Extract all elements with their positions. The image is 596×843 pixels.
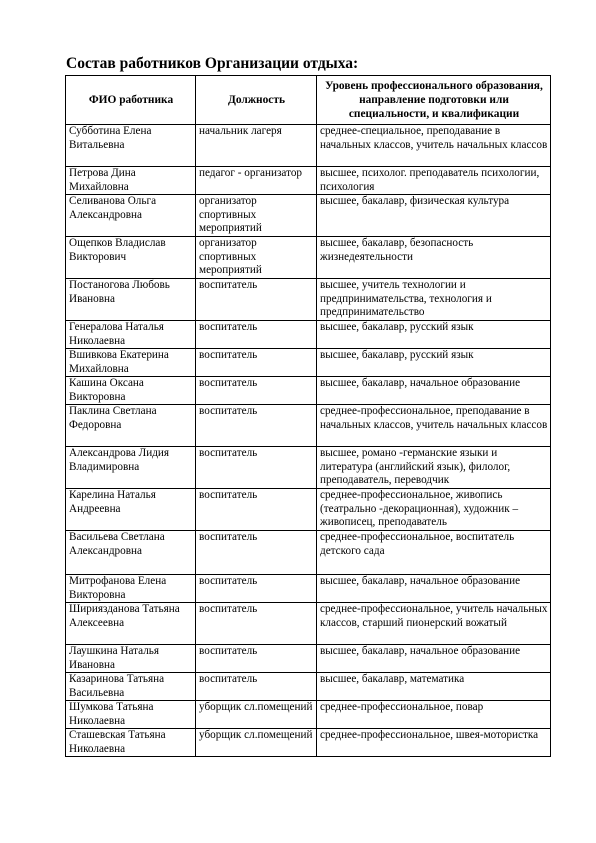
cell-education: высшее, романо -германские языки и литература (английский язык), филолог, преподаватель, переводчик [317, 447, 551, 489]
cell-education: высшее, бакалавр, безопасность жизнедеятельности [317, 237, 551, 279]
table-row [66, 603, 551, 645]
cell-position: воспитатель [196, 349, 317, 377]
cell-position: воспитатель [196, 531, 317, 575]
cell-education: высшее, учитель технологии и предпринимательства, технология и предпринимательство [317, 279, 551, 321]
cell-position: воспитатель [196, 645, 317, 673]
cell-position: организатор спортивных мероприятий [196, 237, 317, 279]
table-row [66, 321, 551, 349]
table-row [66, 279, 551, 321]
cell-position: уборщик сл.помещений [196, 729, 317, 757]
header-position: Должность [196, 76, 317, 125]
table-row [66, 531, 551, 575]
table-row [66, 167, 551, 195]
cell-position: воспитатель [196, 447, 317, 489]
cell-position: организатор спортивных мероприятий [196, 195, 317, 237]
cell-name: Казаринова Татьяна Васильевна [66, 673, 196, 701]
cell-name: Паклина Светлана Федоровна [66, 405, 196, 447]
cell-name: Кашина Оксана Викторовна [66, 377, 196, 405]
cell-name: Васильева Светлана Александровна [66, 531, 196, 575]
cell-position: воспитатель [196, 603, 317, 645]
cell-name: Шумкова Татьяна Николаевна [66, 701, 196, 729]
cell-position: начальник лагеря [196, 125, 317, 167]
cell-name: Ощепков Владислав Викторович [66, 237, 196, 279]
cell-name: Субботина Елена Витальевна [66, 125, 196, 167]
cell-education: среднее-профессиональное, воспитатель детского сада [317, 531, 551, 575]
document-title: Состав работников Организации отдыха: [66, 55, 359, 72]
table-row [66, 125, 551, 167]
table-row [66, 645, 551, 673]
cell-position: уборщик сл.помещений [196, 701, 317, 729]
cell-position: воспитатель [196, 321, 317, 349]
cell-name: Петрова Дина Михайловна [66, 167, 196, 195]
cell-name: Сташевская Татьяна Николаевна [66, 729, 196, 757]
staff-table [65, 75, 551, 757]
cell-education: высшее, психолог. преподаватель психологии, психология [317, 167, 551, 195]
cell-education: высшее, бакалавр, начальное образование [317, 575, 551, 603]
cell-name: Селиванова Ольга Александровна [66, 195, 196, 237]
table-row [66, 701, 551, 729]
cell-name: Постаногова Любовь Ивановна [66, 279, 196, 321]
table-row [66, 377, 551, 405]
cell-education: высшее, бакалавр, начальное образование [317, 645, 551, 673]
cell-position: воспитатель [196, 377, 317, 405]
cell-name: Александрова Лидия Владимировна [66, 447, 196, 489]
cell-name: Митрофанова Елена Викторовна [66, 575, 196, 603]
cell-position: воспитатель [196, 405, 317, 447]
header-name: ФИО работника [66, 76, 196, 125]
cell-name: Карелина Наталья Андреевна [66, 489, 196, 531]
cell-name: Генералова Наталья Николаевна [66, 321, 196, 349]
cell-name: Вшивкова Екатерина Михайловна [66, 349, 196, 377]
cell-education: высшее, бакалавр, физическая культура [317, 195, 551, 237]
table-row [66, 447, 551, 489]
table-row [66, 673, 551, 701]
header-education: Уровень профессионального образования, направление подготовки или специальности, и квалификации [317, 76, 551, 125]
table-row [66, 405, 551, 447]
cell-education: среднее-профессиональное, живопись (театрально -декорационная), художник – живописец, преподаватель [317, 489, 551, 531]
cell-position: воспитатель [196, 575, 317, 603]
cell-name: Шириязданова Татьяна Алексеевна [66, 603, 196, 645]
table-row [66, 575, 551, 603]
cell-position: воспитатель [196, 673, 317, 701]
table-row [66, 729, 551, 757]
table-row [66, 489, 551, 531]
table-row [66, 195, 551, 237]
cell-position: воспитатель [196, 489, 317, 531]
cell-position: воспитатель [196, 279, 317, 321]
cell-education: среднее-профессиональное, повар [317, 701, 551, 729]
table-row [66, 237, 551, 279]
cell-education: среднее-профессиональное, учитель начальных классов, старший пионерский вожатый [317, 603, 551, 645]
cell-education: высшее, бакалавр, математика [317, 673, 551, 701]
cell-education: высшее, бакалавр, начальное образование [317, 377, 551, 405]
cell-education: среднее-специальное, преподавание в начальных классов, учитель начальных классов [317, 125, 551, 167]
cell-education: высшее, бакалавр, русский язык [317, 321, 551, 349]
table-header-row [66, 76, 551, 125]
cell-position: педагог - организатор [196, 167, 317, 195]
table-row [66, 349, 551, 377]
cell-education: высшее, бакалавр, русский язык [317, 349, 551, 377]
cell-education: среднее-профессиональное, швея-мотористка [317, 729, 551, 757]
cell-name: Лаушкина Наталья Ивановна [66, 645, 196, 673]
cell-education: среднее-профессиональное, преподавание в начальных классов, учитель начальных классов [317, 405, 551, 447]
